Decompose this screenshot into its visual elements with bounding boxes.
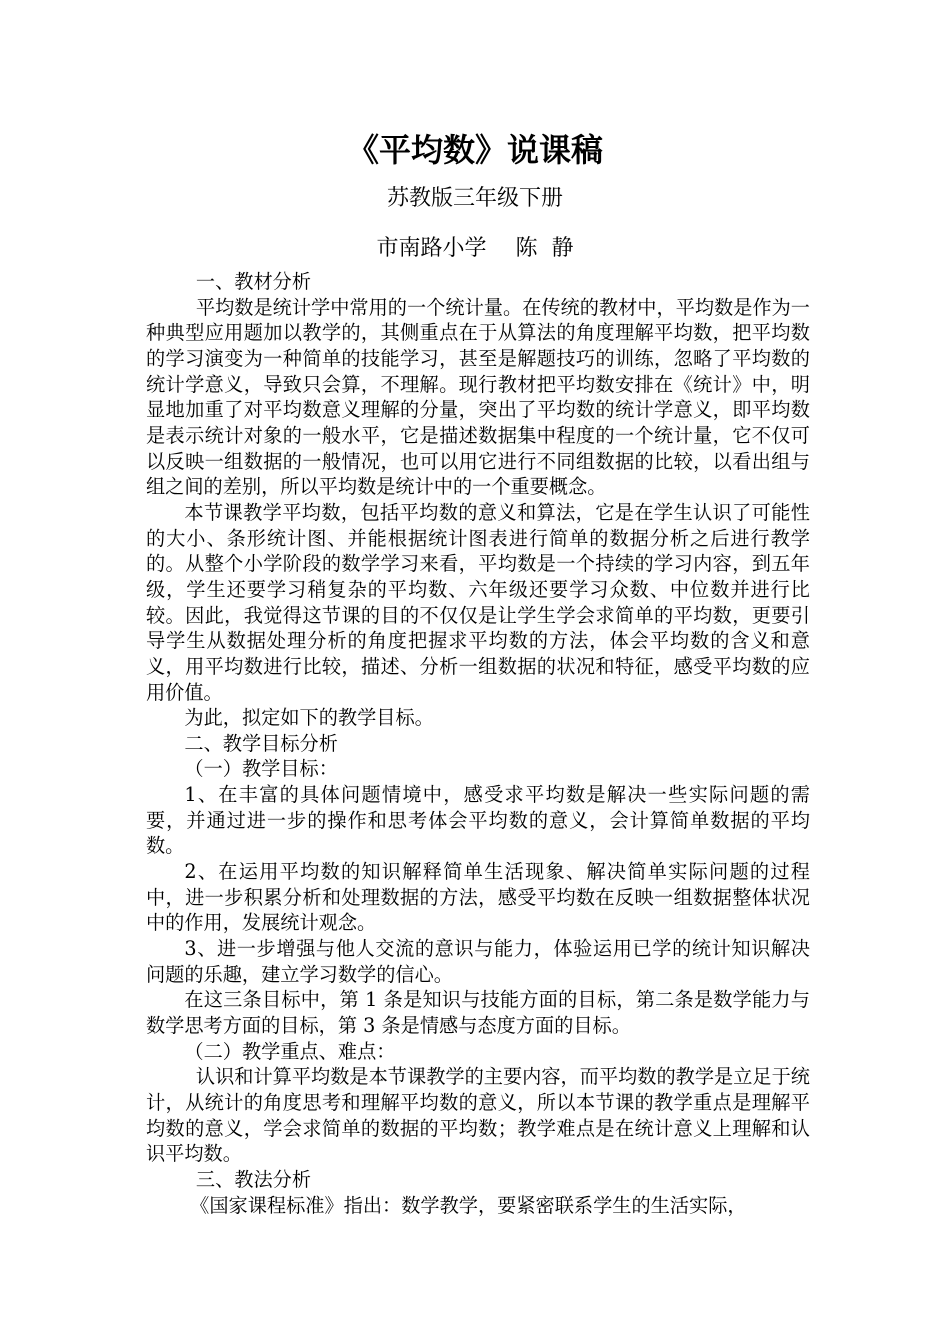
section-heading-objectives: 二、教学目标分析 — [184, 731, 338, 755]
document-body — [146, 269, 810, 1218]
objective-2: 2、在运用平均数的知识解释简单生活现象、解决简单实际问题的过程中，进一步积累分析和处理数据的方法，感受平均数在反映一组数据整体状况中的作用，发展统计观念。 — [146, 860, 810, 935]
paragraph-materials-1: 平均数是统计学中常用的一个统计量。在传统的教材中，平均数是作为一种典型应用题加以教学的，其侧重点在于从算法的角度理解平均数，把平均数的学习演变为一种简单的技能学习，甚至是解题技巧的训练，忽略了平均数的统计学意义，导致只会算，不理解。现行教材把平均数安排在《统计》中，明显地加重了对平均数意义理解的分量，突出了平均数的统计学意义，即平均数是表示统计对象的一般水平，它是描述数据集中程度的一个统计量，它不仅可以反映一组数据的一般情况，也可以用它进行不同组数据的比较，以看出组与组之间的差别，所以平均数是统计中的一个重要概念。 — [146, 295, 810, 499]
paragraph-materials-2: 本节课教学平均数，包括平均数的意义和算法，它是在学生认识了可能性的大小、条形统计图、并能根据统计图表进行简单的数据分析之后进行教学的。从整个小学阶段的数学学习来看，平均数是一个持续的学习内容，到五年级，学生还要学习稍复杂的平均数、六年级还要学习众数、中位数并进行比较。因此，我觉得这节课的目的不仅仅是让学生学会求简单的平均数，更要引导学生从数据处理分析的角度把握求平均数的方法，体会平均数的含义和意义，用平均数进行比较，描述、分析一组数据的状况和特征，感受平均数的应用价值。 — [146, 500, 810, 704]
paragraph-key-points: 认识和计算平均数是本节课教学的主要内容，而平均数的教学是立足于统计，从统计的角度思考和理解平均数的意义，所以本节课的教学重点是理解平均数的意义，学会求简单的数据的平均数；教学难点是在统计意义上理解和认识平均数。 — [146, 1065, 810, 1166]
section-heading-methods: 三、教法分析 — [195, 1167, 312, 1191]
paragraph-methods-1: 《国家课程标准》指出：数学教学，要紧密联系学生的生活实际， — [190, 1193, 747, 1217]
paragraph-materials-3: 为此，拟定如下的教学目标。 — [184, 706, 434, 730]
section-heading-materials: 一、教材分析 — [195, 270, 312, 293]
document-author: 市南路小学 陈 静 — [376, 236, 574, 261]
subheading-objectives: （一）教学目标： — [184, 757, 338, 781]
document-title: 《平均数》说课稿 — [346, 131, 603, 169]
objectives-summary: 在这三条目标中，第 1 条是知识与技能方面的目标，第二条是数学能力与数学思考方面的目标，第 3 条是情感与态度方面的目标。 — [146, 988, 810, 1038]
subheading-key-points: （二）教学重点、难点： — [184, 1039, 396, 1063]
objective-3: 3、进一步增强与他人交流的意识与能力，体验运用已学的统计知识解决问题的乐趣，建立学习数学的信心。 — [146, 937, 810, 986]
objective-1: 1、在丰富的具体问题情境中，感受求平均数是解决一些实际问题的需要，并通过进一步的操作和思考体会平均数的意义，会计算简单数据的平均数。 — [146, 783, 810, 858]
document-subtitle: 苏教版三年级下册 — [386, 186, 563, 211]
